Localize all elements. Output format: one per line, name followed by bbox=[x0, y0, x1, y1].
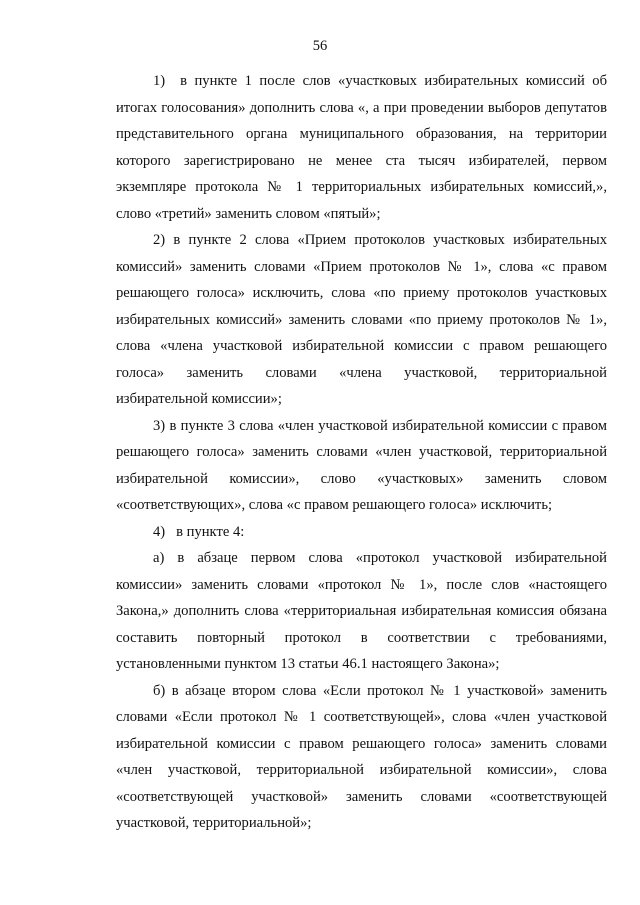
amendment-subitem-a: а) в абзаце первом слова «протокол участковой избирательной комиссии» заменить словами «протокол № 1», после слов «настоящего Закона,» дополнить слова «территориальная избирательная комиссия обязана составить повторный протокол в соответствии с требованиями, установленными пунктом 13 статьи 46.1 настоящего Закона»; bbox=[116, 550, 607, 672]
document-body bbox=[116, 68, 607, 837]
amendment-item-3: 3) в пункте 3 слова «член участковой избирательной комиссии с правом решающего голоса» заменить словами «член участковой, территориальной избирательной комиссии», слово «участковых» заменить словом «соответствующих», слова «с правом решающего голоса» исключить; bbox=[116, 417, 607, 513]
amendment-item-4: 4) в пункте 4: bbox=[153, 523, 245, 540]
amendment-item-1: 1) в пункте 1 после слов «участковых избирательных комиссий об итогах голосования» дополнить слова «, а при проведении выборов депутатов представительного органа муниципального образования, на территории которого зарегистрировано не менее ста тысяч избирателей, первом экземпляре протокола № 1 территориальных избирательных комиссий,», слово «третий» заменить словом «пятый»; bbox=[116, 73, 607, 222]
amendment-subitem-b: б) в абзаце втором слова «Если протокол № 1 участковой» заменить словами «Если протокол № 1 соответствующей», слова «член участковой избирательной комиссии с правом решающего голоса» заменить словами «член участковой, территориальной избирательной комиссии», слова «соответствующей участковой» заменить словами «соответствующей участковой, территориальной»; bbox=[116, 682, 607, 831]
amendment-item-2: 2) в пункте 2 слова «Прием протоколов участковых избирательных комиссий» заменить словами «Прием протоколов № 1», слова «с правом решающего голоса» исключить, слова «по приему протоколов участковых избирательных комиссий» заменить словами «по приему протоколов № 1», слова «члена участковой избирательной комиссии с правом решающего голоса» заменить словами «члена участковой, территориальной избирательной комиссии»; bbox=[116, 232, 607, 407]
page-number: 56 bbox=[312, 38, 328, 54]
